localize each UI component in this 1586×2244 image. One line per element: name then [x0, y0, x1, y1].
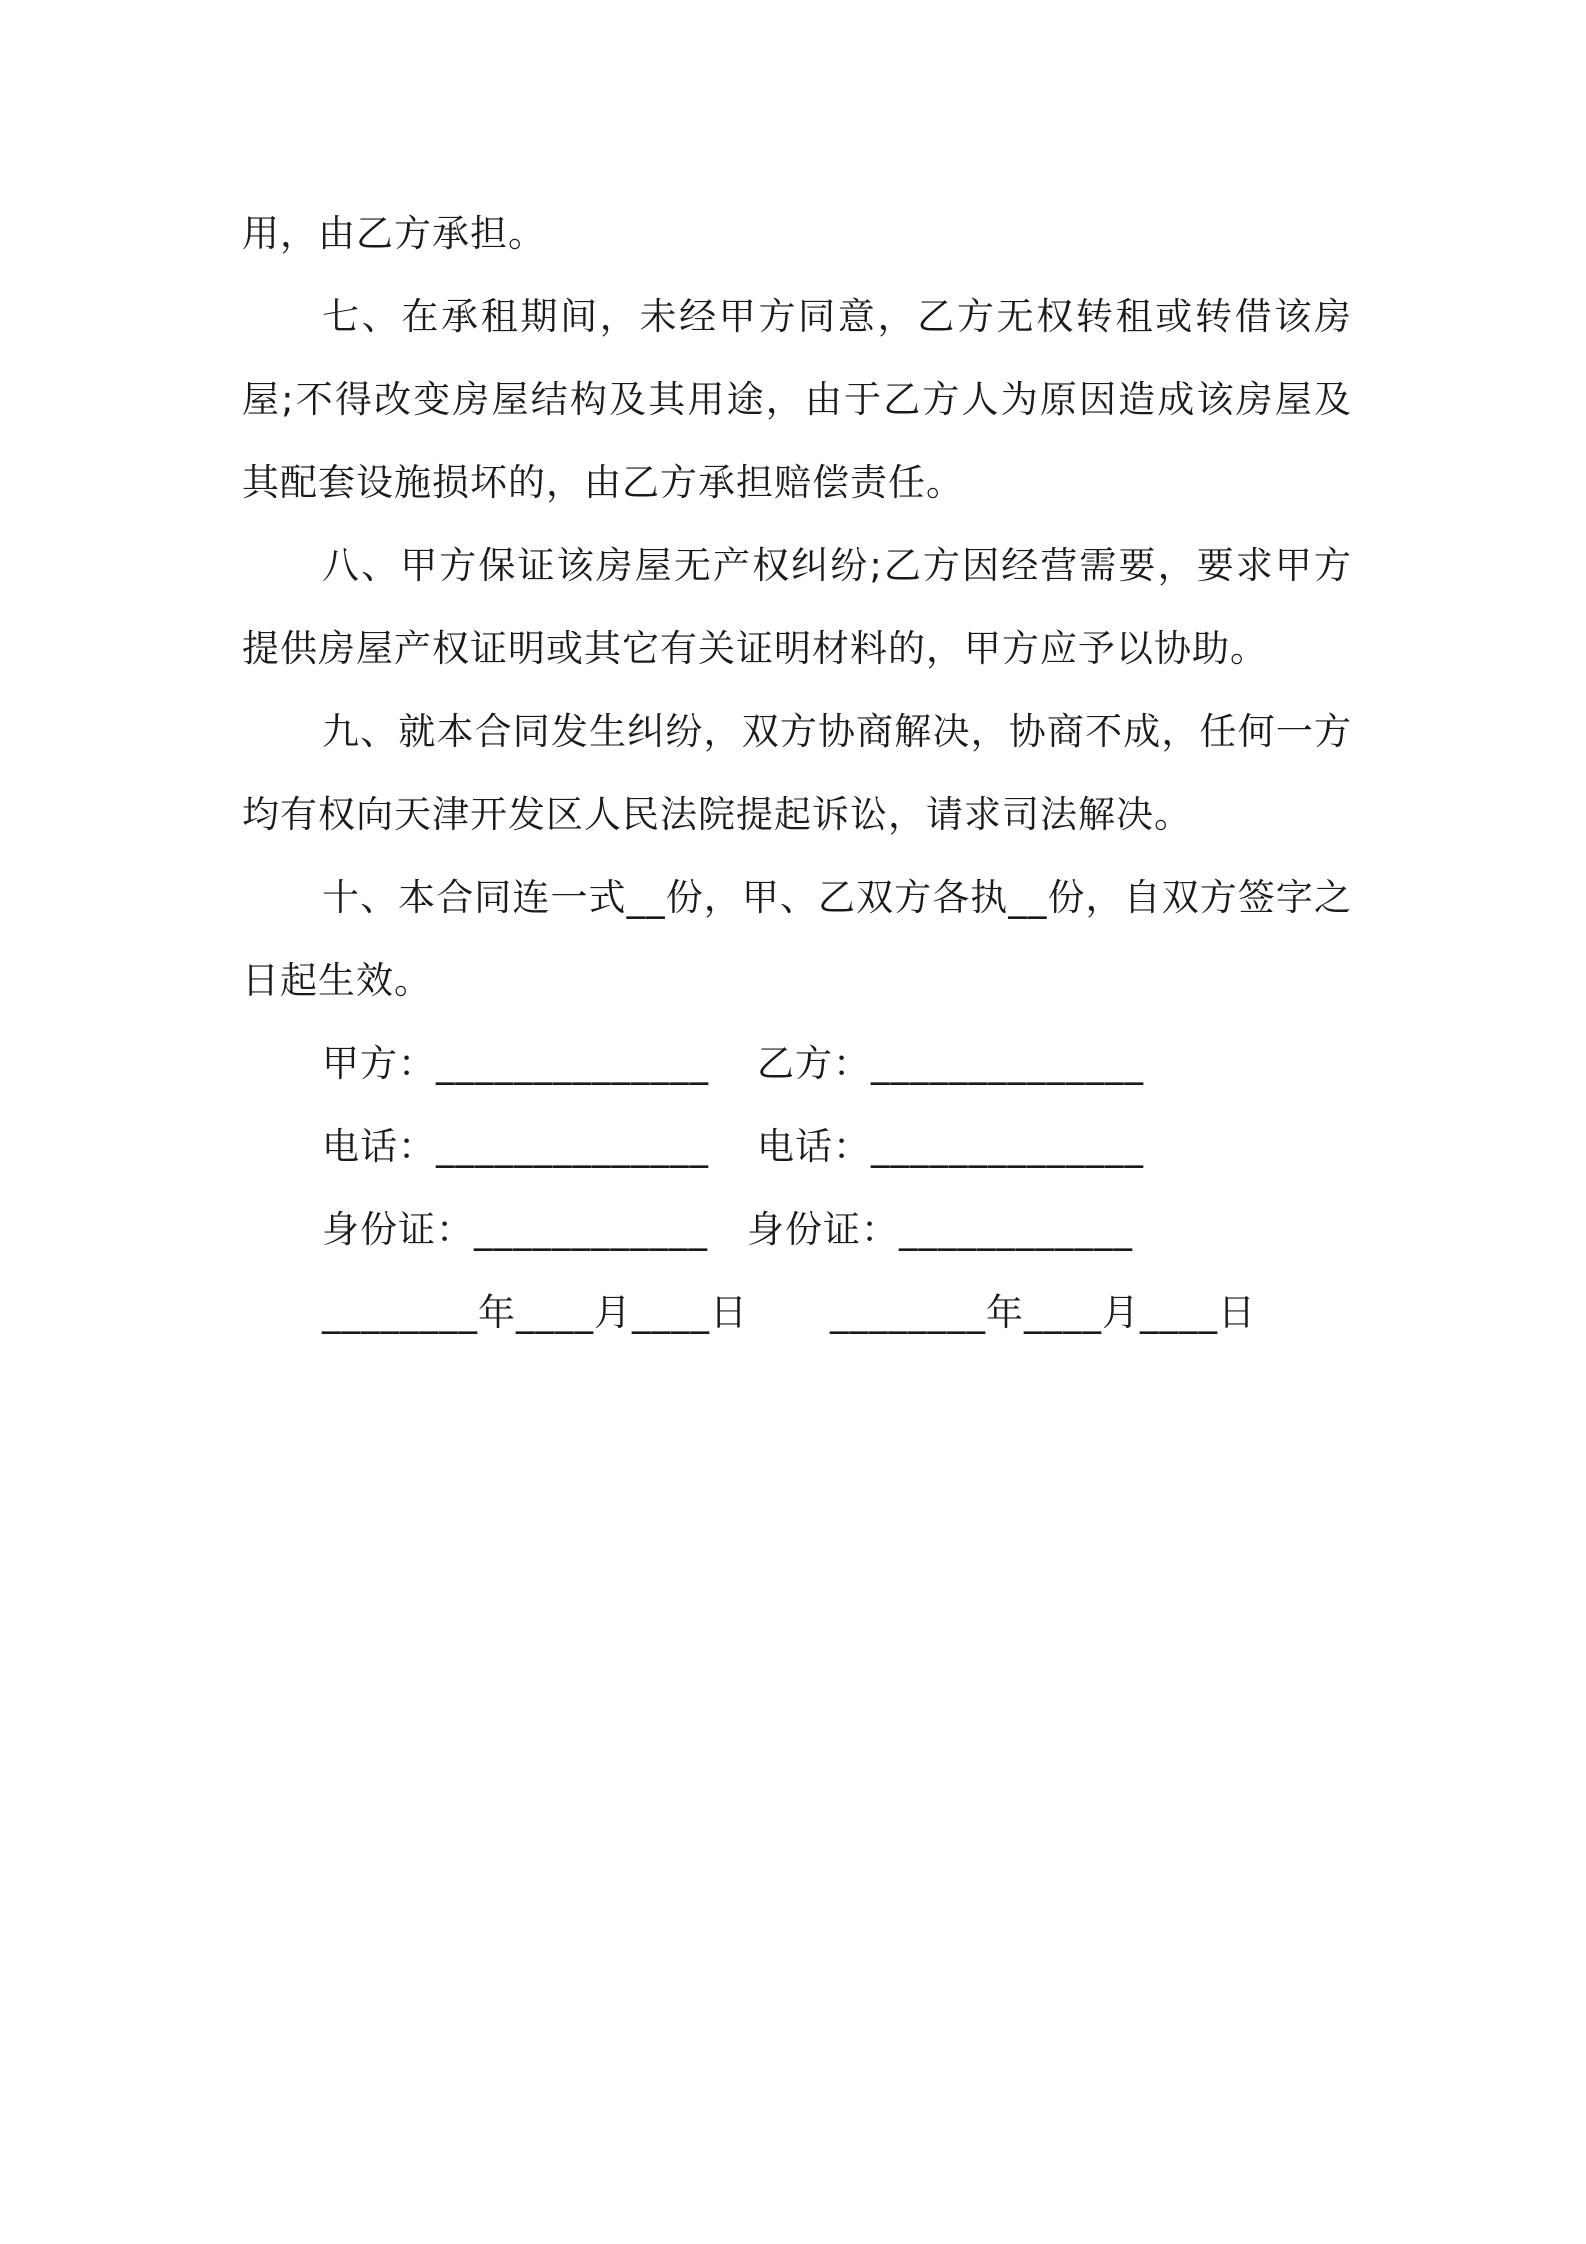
clause-7: 七、在承租期间，未经甲方同意，乙方无权转租或转借该房屋;不得改变房屋结构及其用途，由于乙方人为原因造成该房屋及其配套设施损坏的，由乙方承担赔偿责任。	[242, 295, 1352, 504]
clause-10: 十、本合同连一式__份，甲、乙双方各执__份，自双方签字之日起生效。	[242, 876, 1352, 1002]
signature-row-id	[242, 1188, 1352, 1271]
document-body	[242, 192, 1352, 1354]
phone-b-line: 电话：______________	[757, 1125, 1144, 1168]
date-b-line: ________年____月____日	[830, 1291, 1256, 1334]
date-a-line: ________年____月____日	[322, 1291, 748, 1334]
id-a-line: 身份证：____________	[322, 1208, 708, 1251]
signature-row-date	[242, 1271, 1352, 1354]
party-a-line: 甲方：______________	[322, 1042, 709, 1085]
clause-8: 八、甲方保证该房屋无产权纠纷;乙方因经营需要，要求甲方提供房屋产权证明或其它有关证明材料的，甲方应予以协助。	[242, 544, 1352, 670]
clause-9: 九、就本合同发生纠纷，双方协商解决，协商不成，任何一方均有权向天津开发区人民法院提起诉讼，请求司法解决。	[242, 710, 1352, 836]
signature-block	[242, 1022, 1352, 1354]
party-b-line: 乙方：______________	[757, 1042, 1144, 1085]
signature-row-phone	[242, 1105, 1352, 1188]
paragraph-continuation: 用，由乙方承担。	[242, 212, 546, 255]
signature-row-party	[242, 1022, 1352, 1105]
id-b-line: 身份证：____________	[747, 1208, 1133, 1251]
phone-a-line: 电话：______________	[322, 1125, 709, 1168]
